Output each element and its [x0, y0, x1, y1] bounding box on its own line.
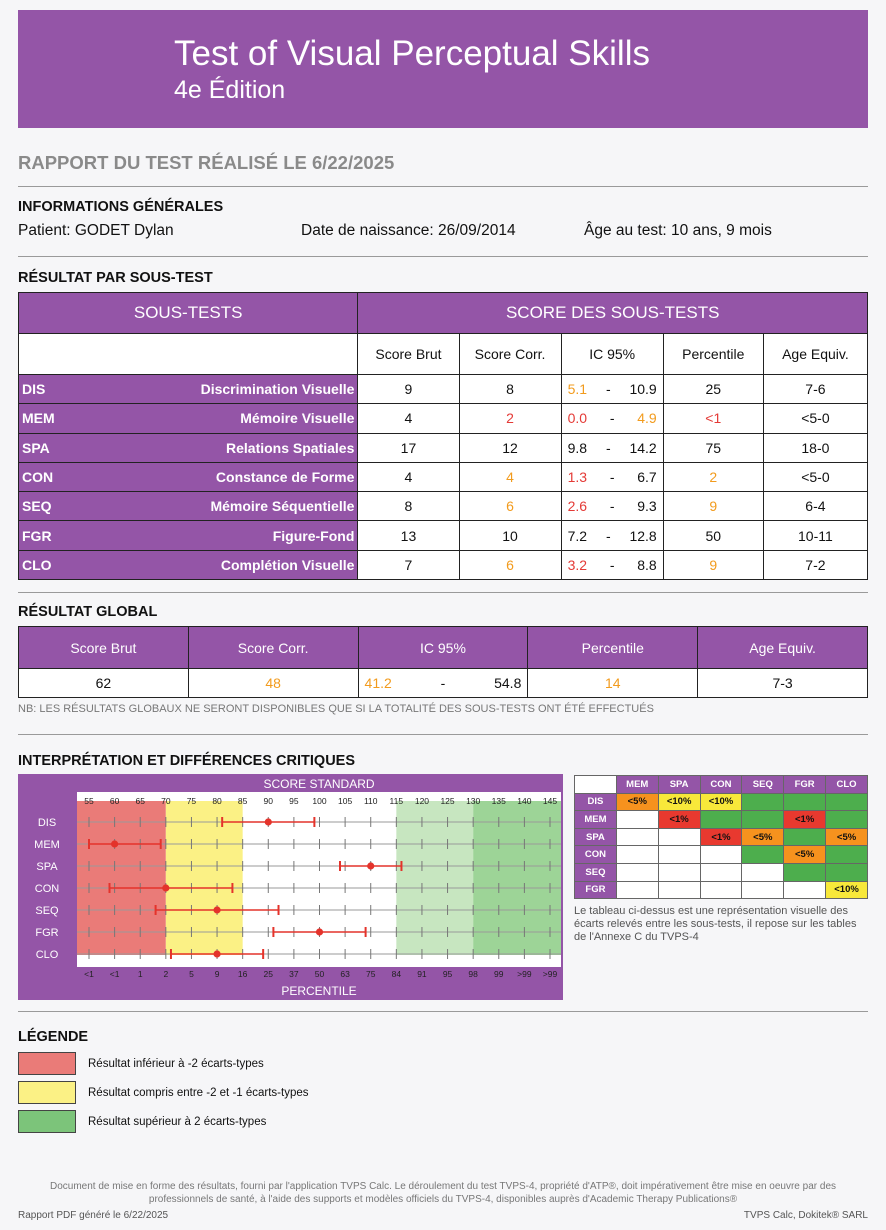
global-heading: RÉSULTAT GLOBAL [18, 604, 158, 620]
crit-cell [826, 793, 868, 811]
percentile-tick-label: 5 [189, 969, 194, 979]
percentile-tick-label: 95 [442, 969, 453, 979]
crit-cell: <1% [700, 828, 742, 846]
subtest-code: FGR [19, 521, 75, 550]
score-tick-label: 70 [161, 796, 171, 806]
score-tick-label: 140 [517, 796, 532, 806]
crit-cell: <5% [616, 793, 658, 811]
confidence-interval [561, 433, 663, 462]
crit-col-header: MEM [616, 776, 658, 794]
col-header-corr: Score Corr. [459, 334, 561, 375]
crit-row [575, 793, 868, 811]
percentile-tick-label: <1 [109, 969, 120, 979]
test-edition: 4e Édition [174, 76, 286, 104]
corner-cell [575, 776, 617, 794]
corrected-score: 8 [459, 375, 561, 404]
ic-high: 4.9 [637, 410, 657, 427]
global-age-equivalent: 7-3 [698, 669, 868, 698]
legend-swatch-yellow [18, 1081, 76, 1104]
ic-low: 5.1 [567, 381, 588, 398]
score-point [367, 862, 374, 869]
crit-cell [742, 846, 784, 864]
crit-row [575, 863, 868, 881]
subtest-code: SEQ [19, 492, 75, 521]
subtest-heading: RÉSULTAT PAR SOUS-TEST [18, 270, 213, 286]
crit-cell [616, 828, 658, 846]
crit-cell [658, 863, 700, 881]
global-confidence-interval [358, 669, 528, 698]
percentile-tick-label: 98 [468, 969, 478, 979]
critical-note: Le tableau ci-dessus est une représentation visuelle des écarts relevés entre les sous-tests, il repose sur les tables de l'Annexe C du TVPS-4 [574, 905, 857, 943]
global-percentile: 14 [528, 669, 698, 698]
ic-dash: - [609, 410, 615, 427]
col-header-brut: Score Brut [19, 627, 189, 669]
percentile: 9 [663, 550, 763, 579]
raw-score: 9 [358, 375, 459, 404]
crit-cell [826, 863, 868, 881]
age-equivalent: 10-11 [763, 521, 867, 550]
confidence-interval [561, 550, 663, 579]
ic-high: 14.2 [629, 439, 657, 456]
crit-cell [700, 863, 742, 881]
percentile: 25 [663, 375, 763, 404]
ic-low: 1.3 [567, 469, 588, 486]
crit-col-header: CON [700, 776, 742, 794]
raw-score: 13 [358, 521, 459, 550]
age-at-test: Âge au test: 10 ans, 9 mois [584, 222, 772, 239]
ic-dash: - [609, 469, 615, 486]
crit-row [575, 881, 868, 899]
raw-score: 8 [358, 492, 459, 521]
score-tick-label: 60 [109, 796, 120, 806]
crit-row-header: CON [575, 846, 617, 864]
crit-row [575, 828, 868, 846]
crit-row-header: SPA [575, 828, 617, 846]
subtest-table [18, 292, 868, 580]
crit-cell: <5% [742, 828, 784, 846]
empty-header-cell [19, 334, 358, 375]
legend-swatch-green [18, 1110, 76, 1133]
global-table [18, 626, 868, 698]
percentile-axis-label: PERCENTILE [281, 984, 357, 998]
col-header-age: Age Equiv. [763, 334, 867, 375]
crit-cell [616, 863, 658, 881]
crit-cell: <1% [658, 811, 700, 829]
percentile: 9 [663, 492, 763, 521]
percentile-tick-label: 37 [289, 969, 299, 979]
subtest-code: CLO [19, 550, 75, 579]
score-tick-label: 95 [289, 796, 299, 806]
percentile-tick-label: 1 [137, 969, 143, 979]
age-equivalent: 7-2 [763, 550, 867, 579]
crit-cell [784, 793, 826, 811]
score-tick-label: 125 [440, 796, 455, 806]
ic-low: 41.2 [364, 675, 392, 691]
divider [18, 734, 868, 735]
crit-cell [742, 881, 784, 899]
confidence-interval [561, 375, 663, 404]
score-tick-label: 75 [186, 796, 197, 806]
score-tick-label: 130 [466, 796, 481, 806]
score-tick-label: 55 [84, 796, 94, 806]
crit-cell [784, 863, 826, 881]
crit-cell: <10% [700, 793, 742, 811]
subtest-name: Constance de Forme [75, 462, 358, 491]
crit-cell: <5% [784, 846, 826, 864]
corrected-score: 2 [459, 404, 561, 433]
ic-high: 9.3 [637, 498, 657, 515]
score-chart [18, 774, 563, 1000]
col-header-ic: IC 95% [561, 334, 663, 375]
raw-score: 17 [358, 433, 459, 462]
subtest-code: MEM [19, 404, 75, 433]
crit-cell [616, 811, 658, 829]
crit-cell [742, 863, 784, 881]
legend-text: Résultat inférieur à -2 écarts-types [88, 1058, 264, 1070]
crit-cell [700, 881, 742, 899]
global-corrected-score: 48 [188, 669, 358, 698]
score-point [213, 950, 220, 957]
ic-low: 0.0 [567, 410, 588, 427]
ic-low: 3.2 [567, 556, 588, 573]
crit-cell [784, 881, 826, 899]
percentile-tick-label: 16 [237, 969, 248, 979]
crit-col-header: SPA [658, 776, 700, 794]
subtest-code: CON [19, 462, 75, 491]
crit-cell: <10% [826, 881, 868, 899]
corrected-score: 10 [459, 521, 561, 550]
score-point [162, 884, 169, 891]
crit-cell: <10% [658, 793, 700, 811]
confidence-interval [561, 404, 663, 433]
interpretation-heading: INTERPRÉTATION ET DIFFÉRENCES CRITIQUES [18, 753, 356, 769]
subtest-name: Mémoire Séquentielle [75, 492, 358, 521]
percentile: 2 [663, 462, 763, 491]
crit-cell [742, 811, 784, 829]
crit-cell [700, 811, 742, 829]
raw-score: 4 [358, 404, 459, 433]
percentile-tick-label: >99 [517, 969, 532, 979]
crit-cell [658, 828, 700, 846]
corrected-score: 6 [459, 550, 561, 579]
score-tick-label: 80 [212, 796, 222, 806]
corrected-score: 6 [459, 492, 561, 521]
percentile-tick-label: 99 [494, 969, 504, 979]
percentile-tick-label: <1 [84, 969, 94, 979]
crit-row-header: MEM [575, 811, 617, 829]
ic-low: 2.6 [567, 498, 588, 515]
ic-high: 54.8 [494, 675, 522, 691]
confidence-interval [561, 521, 663, 550]
percentile-tick-label: >99 [542, 969, 558, 979]
table-row [19, 404, 868, 433]
divider [18, 592, 868, 593]
score-axis-label: SCORE STANDARD [263, 777, 375, 791]
table-row [19, 462, 868, 491]
ic-low: 7.2 [567, 527, 588, 544]
global-note: NB: LES RÉSULTATS GLOBAUX NE SERONT DISPONIBLES QUE SI LA TOTALITÉ DES SOUS-TESTS ONT ÉTÉ EFFECTUÉS [18, 703, 654, 715]
subtests-group-header: SOUS-TESTS [19, 293, 358, 334]
age-equivalent: 18-0 [763, 433, 867, 462]
col-header-corr: Score Corr. [188, 627, 358, 669]
percentile: 75 [663, 433, 763, 462]
crit-cell [658, 846, 700, 864]
col-header-ic: IC 95% [358, 627, 528, 669]
crit-row [575, 846, 868, 864]
table-row [19, 550, 868, 579]
ic-low: 9.8 [567, 439, 588, 456]
general-info-heading: INFORMATIONS GÉNÉRALES [18, 199, 224, 215]
crit-row-header: SEQ [575, 863, 617, 881]
ic-high: 12.8 [629, 527, 657, 544]
row-label: CON [34, 883, 60, 895]
subtest-name: Figure-Fond [75, 521, 358, 550]
percentile-tick-label: 25 [263, 969, 274, 979]
ic-dash: - [440, 675, 446, 691]
percentile-tick-label: 84 [391, 969, 402, 979]
legend-text: Résultat compris entre -2 et -1 écarts-types [88, 1087, 309, 1099]
percentile-tick-label: 63 [340, 969, 350, 979]
subtest-name: Relations Spatiales [75, 433, 358, 462]
score-tick-label: 65 [135, 796, 145, 806]
subtest-name: Discrimination Visuelle [75, 375, 358, 404]
raw-score: 7 [358, 550, 459, 579]
footer-generated: Rapport PDF généré le 6/22/2025 [18, 1210, 169, 1221]
corrected-score: 12 [459, 433, 561, 462]
crit-col-header: CLO [826, 776, 868, 794]
crit-cell [742, 793, 784, 811]
legend-heading: LÉGENDE [18, 1029, 89, 1045]
raw-score: 4 [358, 462, 459, 491]
crit-col-header: SEQ [742, 776, 784, 794]
footer-credit: TVPS Calc, Dokitek® SARL [743, 1210, 868, 1221]
score-tick-label: 90 [263, 796, 274, 806]
critical-differences-table [574, 775, 868, 899]
score-tick-label: 145 [542, 796, 558, 806]
crit-cell [826, 846, 868, 864]
crit-cell: <1% [784, 811, 826, 829]
birth-date: Date de naissance: 26/09/2014 [301, 222, 516, 239]
crit-cell [784, 828, 826, 846]
score-tick-label: 100 [312, 796, 327, 806]
row-label: FGR [35, 927, 59, 939]
score-tick-label: 115 [389, 796, 404, 806]
report-date-title: RAPPORT DU TEST RÉALISÉ LE 6/22/2025 [18, 152, 395, 173]
crit-cell: <5% [826, 828, 868, 846]
table-row [19, 433, 868, 462]
scores-group-header: SCORE DES SOUS-TESTS [358, 293, 868, 334]
score-tick-label: 110 [363, 796, 378, 806]
score-point [111, 840, 118, 847]
patient-name: Patient: GODET Dylan [18, 222, 174, 239]
age-equivalent: <5-0 [763, 462, 867, 491]
subtest-name: Mémoire Visuelle [75, 404, 358, 433]
crit-row [575, 811, 868, 829]
score-chart-svg [18, 774, 563, 1000]
percentile: 50 [663, 521, 763, 550]
ic-dash: - [605, 381, 611, 398]
crit-cell [616, 881, 658, 899]
ic-high: 8.8 [637, 556, 657, 573]
ic-dash: - [609, 498, 615, 515]
ic-dash: - [609, 556, 615, 573]
divider [18, 186, 868, 187]
score-tick-label: 135 [491, 796, 506, 806]
row-label: SEQ [35, 905, 59, 917]
percentile-tick-label: 2 [163, 969, 169, 979]
crit-col-header: FGR [784, 776, 826, 794]
ic-dash: - [605, 527, 611, 544]
divider [18, 1011, 868, 1012]
divider [18, 256, 868, 257]
col-header-percentile: Percentile [528, 627, 698, 669]
row-label: SPA [36, 861, 58, 873]
age-equivalent: 7-6 [763, 375, 867, 404]
percentile-tick-label: 75 [365, 969, 376, 979]
crit-cell [616, 846, 658, 864]
legend-text: Résultat supérieur à 2 écarts-types [88, 1116, 267, 1128]
footer-disclaimer: Document de mise en forme des résultats, fourni par l'application TVPS Calc. Le déroulement du test TVPS-4, propriété d'ATP®, doit impérativement être mise en oeuvre par des professionnels de santé, à l'aide des supports et modèles officiels du TVPS-4, disponibles auprès d'Academic Therapy Publications® [49, 1181, 836, 1205]
percentile: <1 [663, 404, 763, 433]
score-tick-label: 120 [414, 796, 430, 806]
confidence-interval [561, 462, 663, 491]
subtest-name: Complétion Visuelle [75, 550, 358, 579]
confidence-interval [561, 492, 663, 521]
corrected-score: 4 [459, 462, 561, 491]
global-raw-score: 62 [19, 669, 189, 698]
crit-cell [700, 846, 742, 864]
legend-swatch-red [18, 1052, 76, 1075]
percentile-tick-label: 50 [314, 969, 325, 979]
crit-row-header: FGR [575, 881, 617, 899]
crit-row-header: DIS [575, 793, 617, 811]
score-tick-label: 105 [338, 796, 353, 806]
table-row [19, 521, 868, 550]
age-equivalent: 6-4 [763, 492, 867, 521]
table-row [19, 492, 868, 521]
test-title: Test of Visual Perceptual Skills [174, 34, 650, 73]
col-header-percentile: Percentile [663, 334, 763, 375]
crit-cell [658, 881, 700, 899]
table-row [19, 375, 868, 404]
col-header-age: Age Equiv. [698, 627, 868, 669]
percentile-tick-label: 9 [214, 969, 220, 979]
row-label: MEM [34, 839, 60, 851]
score-point [213, 906, 220, 913]
percentile-tick-label: 91 [417, 969, 427, 979]
score-point [316, 928, 323, 935]
subtest-code: DIS [19, 375, 75, 404]
crit-cell [826, 811, 868, 829]
age-equivalent: <5-0 [763, 404, 867, 433]
ic-dash: - [605, 439, 611, 456]
row-label: CLO [35, 949, 59, 961]
col-header-brut: Score Brut [358, 334, 459, 375]
score-tick-label: 85 [237, 796, 248, 806]
subtest-code: SPA [19, 433, 75, 462]
ic-high: 6.7 [637, 469, 657, 486]
report-header [18, 10, 868, 128]
score-point [265, 818, 272, 825]
row-label: DIS [37, 817, 57, 829]
ic-high: 10.9 [629, 381, 657, 398]
